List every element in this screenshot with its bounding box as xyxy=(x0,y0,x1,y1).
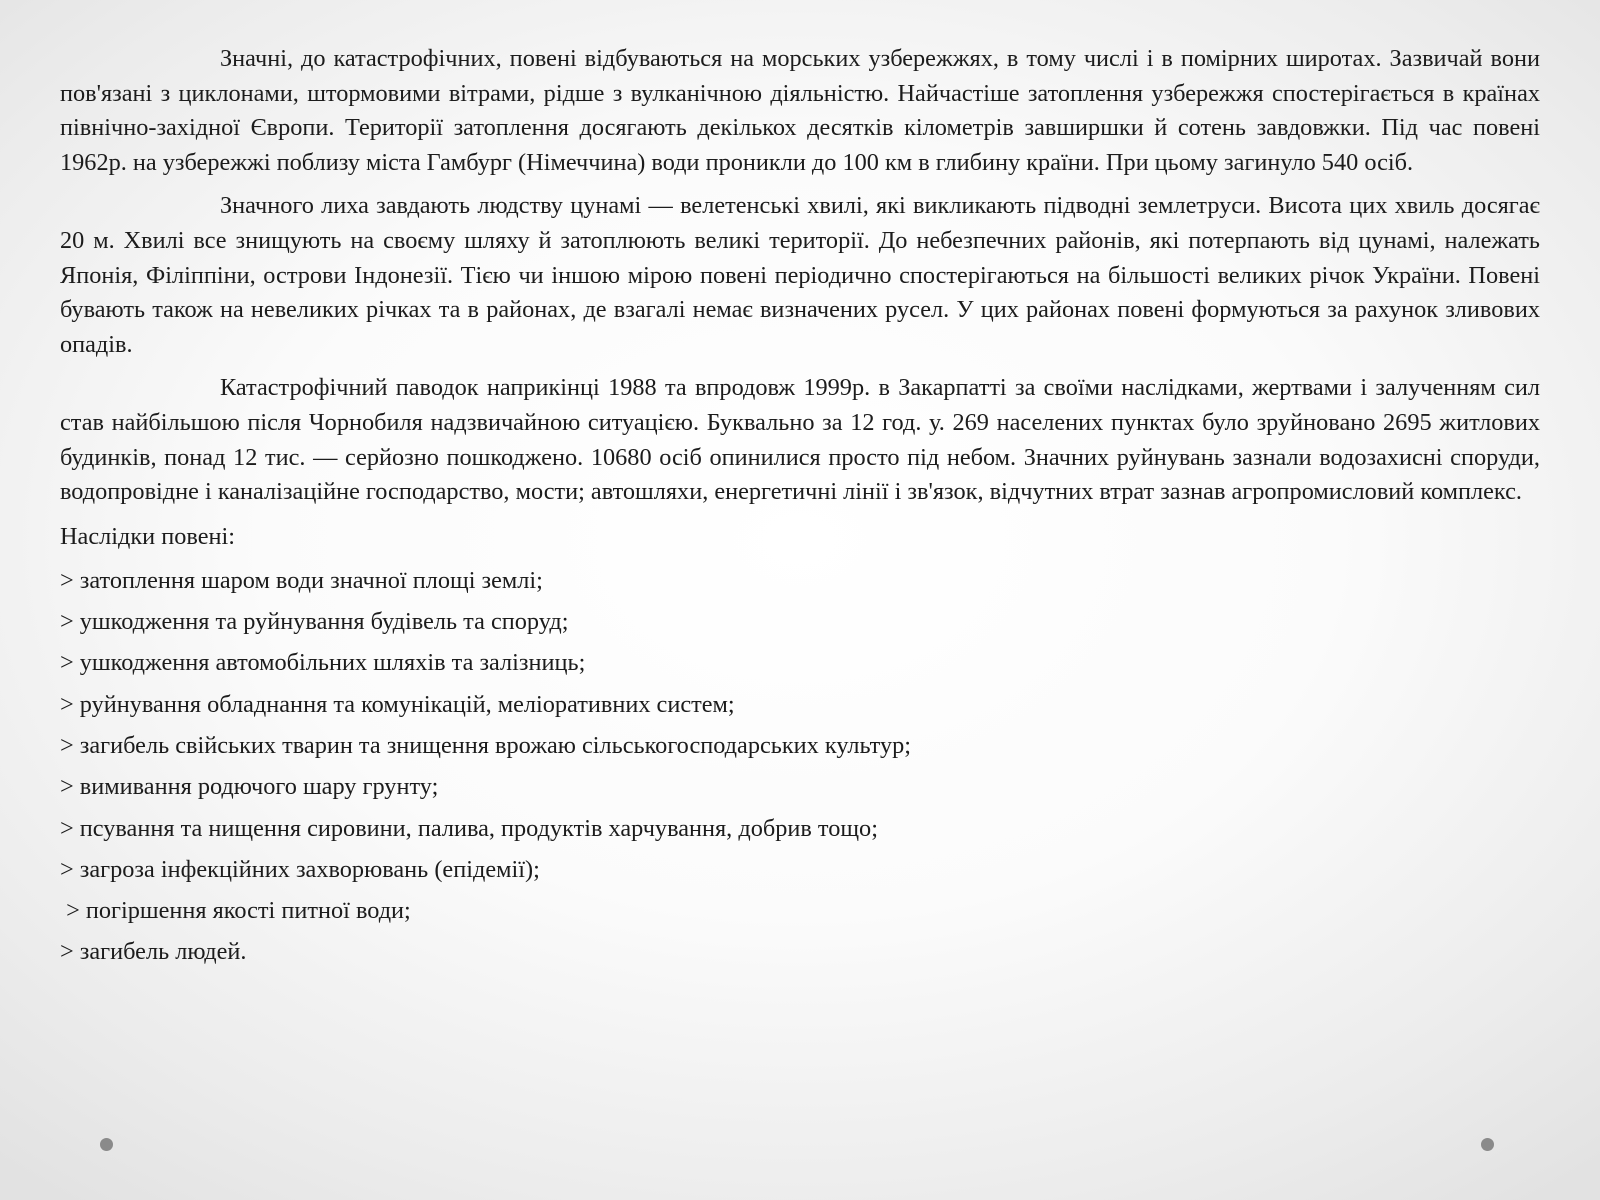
paragraph-coastal-floods: Значні, до катастрофічних, повені відбуваються на морських узбережжях, в тому числі і в помірних широтах. Зазвичай вони пов'язані з циклонами, штормовими вітрами, рідше з вулканічною діяльністю. Найчастіше затоплення узбережжя спостерігається в країнах північно-західної Європи. Території затоплення досягають декількох десятків кілометрів завширшки й сотень завдовжки. Під час повені 1962р. на узбережжі поблизу міста Гамбург (Німеччина) води проникли до 100 км в глибину країни. При цьому загинуло 540 осіб. xyxy=(60,45,1540,176)
list-item: > руйнування обладнання та комунікацій, меліоративних систем; xyxy=(60,690,735,718)
consequences-title: Наслідки повені: xyxy=(60,522,236,550)
list-item: > погіршення якості питної води; xyxy=(60,897,411,925)
list-item: > псування та нищення сировини, палива, продуктів харчування, добрив тощо; xyxy=(60,814,878,842)
slide-content xyxy=(60,42,1540,973)
list-item: > загибель людей. xyxy=(60,938,247,966)
list-item: > ушкодження автомобільних шляхів та залізниць; xyxy=(60,649,586,677)
list-item: > загибель свійських тварин та знищення врожаю сільськогосподарських культур; xyxy=(60,731,912,759)
list-item: > загроза інфекційних захворювань (епідемії); xyxy=(60,855,540,883)
decorative-dot-right xyxy=(1481,1138,1494,1151)
list-item: > затоплення шаром води значної площі землі; xyxy=(60,566,543,594)
consequences-list xyxy=(60,560,1540,973)
list-item: > вимивання родючого шару грунту; xyxy=(60,773,439,801)
paragraph-tsunami: Значного лиха завдають людству цунамі — велетенські хвилі, які викликають підводні землетруси. Висота цих хвиль досягає 20 м. Хвилі все знищують на своєму шляху й затоплюють великі території. До небезпечних районів, які потерпають від цунамі, належать Японія, Філіппіни, острови Індонезії. Тією чи іншою мірою повені періодично спостерігаються на більшості великих річок України. Повені бувають також на невеликих річках та в районах, де взагалі немає визначених русел. У цих районах повені формуються за рахунок зливових опадів. xyxy=(60,192,1540,358)
list-item: > ушкодження та руйнування будівель та споруд; xyxy=(60,608,569,636)
decorative-dot-left xyxy=(100,1138,113,1151)
paragraph-zakarpattia-flood: Катастрофічний паводок наприкінці 1988 та впродовж 1999р. в Закарпатті за своїми наслідками, жертвами і залученням сил став найбільшою після Чорнобиля надзвичайною ситуацією. Буквально за 12 год. у. 269 населених пунктах було зруйновано 2695 житлових будинків, понад 12 тис. — серйозно пошкоджено. 10680 осіб опинилися просто під небом. Значних руйнувань зазнали водозахисні споруди, водопровідне і каналізаційне господарство, мости; автошляхи, енергетичні лінії і зв'язок, відчутних втрат зазнав агропромисловий комплекс. xyxy=(60,374,1540,506)
